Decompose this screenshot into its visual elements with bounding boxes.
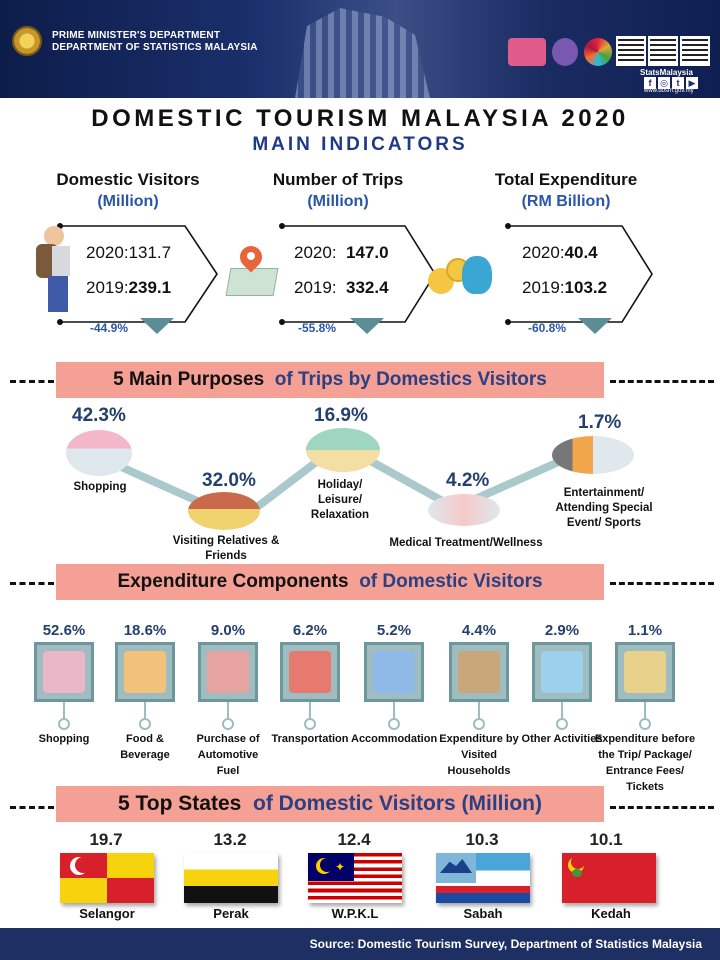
shopping-icon	[66, 430, 132, 476]
department-name	[52, 30, 258, 54]
dept-line-1: PRIME MINISTER'S DEPARTMENT	[52, 30, 221, 41]
twitter-icon[interactable]: t	[672, 77, 684, 89]
expenditure-pct: 9.0%	[210, 622, 246, 639]
divider-line	[610, 380, 714, 383]
shopping-bags-icon	[34, 642, 94, 702]
indicator-label-expenditure: Total Expenditure	[494, 170, 638, 189]
expenditure-label: Purchase of Automotive Fuel	[196, 733, 260, 777]
divider-line	[10, 582, 54, 585]
purpose-pct-entertainment: 1.7%	[578, 412, 622, 433]
state-name-kedah: Kedah	[591, 906, 631, 921]
state-value-kedah: 10.1	[589, 830, 623, 849]
expenditure-dot	[556, 718, 568, 730]
expenditure-2019: 2019:103.2	[522, 278, 608, 297]
fuel-pump-icon	[198, 642, 258, 702]
expenditure-pct: 6.2%	[292, 622, 328, 639]
kayak-icon	[532, 642, 592, 702]
header-banner	[0, 0, 720, 98]
purposes-banner	[56, 362, 604, 398]
down-arrow-icon	[578, 318, 612, 334]
trips-change: -55.8%	[298, 321, 337, 335]
state-value-wpkl: 12.4	[337, 830, 371, 849]
facebook-icon[interactable]: f	[644, 77, 656, 89]
source-note: Source: Domestic Tourism Survey, Department of Statistics Malaysia	[309, 937, 702, 951]
family-icon	[188, 492, 260, 530]
divider-line	[610, 582, 714, 585]
government-crest-logo	[12, 26, 42, 56]
expenditure-banner-rest: of Domestic Visitors	[359, 571, 543, 592]
visitors-change: -44.9%	[90, 321, 129, 335]
instagram-icon[interactable]: ◎	[658, 77, 670, 89]
food-icon	[115, 642, 175, 702]
frame-expenditure	[508, 226, 652, 322]
beach-icon	[306, 428, 380, 472]
purpose-label-relatives: Visiting Relatives & Friends	[172, 535, 280, 562]
expenditure-2020: 2020:40.4	[522, 243, 598, 262]
qr-code-icon-2[interactable]	[648, 36, 678, 66]
page-subtitle: MAIN INDICATORS	[252, 134, 468, 155]
page-title: DOMESTIC TOURISM MALAYSIA 2020	[91, 105, 629, 132]
sabah-flag	[436, 853, 530, 903]
divider-line	[10, 380, 54, 383]
trips-2019: 2019: 332.4	[294, 278, 389, 297]
purpose-label-shopping: Shopping	[73, 481, 127, 493]
hotel-icon	[364, 642, 424, 702]
expenditure-pct: 18.6%	[123, 622, 167, 639]
kedah-flag	[562, 853, 656, 903]
bus-icon	[280, 642, 340, 702]
money-bags-icon	[428, 248, 494, 300]
banci-logo	[508, 38, 546, 66]
expenditure-label: Expenditure by Visited Households	[439, 733, 519, 777]
map-pin-icon	[226, 246, 276, 296]
expenditure-dot	[639, 718, 651, 730]
expenditure-label: Shopping	[38, 733, 90, 745]
app-icon[interactable]	[680, 36, 710, 66]
trips-2020: 2020: 147.0	[294, 243, 389, 262]
expenditure-label: Transportation	[271, 733, 349, 745]
household-icon	[449, 642, 509, 702]
expenditure-dot	[388, 718, 400, 730]
indicator-label-trips: Number of Trips	[272, 170, 404, 189]
expenditure-pct: 52.6%	[42, 622, 86, 639]
state-name-wpkl: W.P.K.L	[331, 906, 379, 921]
campaign-logo	[552, 38, 578, 66]
purpose-pct-relatives: 32.0%	[202, 470, 256, 491]
selangor-flag	[60, 853, 154, 903]
state-name-sabah: Sabah	[463, 906, 503, 921]
indicator-unit-expenditure: (RM Billion)	[521, 193, 611, 210]
state-value-selangor: 19.7	[89, 830, 123, 849]
state-value-perak: 13.2	[213, 830, 247, 849]
purpose-pct-medical: 4.2%	[446, 470, 490, 491]
qr-code-icon[interactable]	[616, 36, 646, 66]
purpose-pct-holiday: 16.9%	[314, 405, 368, 426]
ticket-icon	[615, 642, 675, 702]
expenditure-label: Other Activities	[521, 733, 603, 745]
frame-visitors	[60, 226, 217, 322]
expenditure-dot	[139, 718, 151, 730]
expenditure-label: Expenditure before the Trip/ Package/ Entrance Fees/ Tickets	[594, 733, 696, 793]
indicator-unit-trips: (Million)	[307, 193, 369, 210]
visitors-2019: 2019:239.1	[86, 278, 172, 297]
purpose-label-entertainment: Entertainment/ Attending Special Event/ Sports	[555, 487, 653, 529]
expenditure-label: Food & Beverage	[120, 733, 170, 761]
state-name-perak: Perak	[213, 906, 249, 921]
purpose-label-holiday: Holiday/ Leisure/ Relaxation	[310, 479, 370, 521]
expenditure-dot	[473, 718, 485, 730]
frame-trips	[282, 226, 435, 322]
traveler-icon	[34, 226, 74, 318]
states-banner-rest: of Domestic Visitors (Million)	[253, 792, 542, 815]
perak-flag	[184, 853, 278, 903]
sports-icon	[552, 436, 634, 474]
purposes-banner-bold: 5 Main Purposes	[113, 369, 265, 390]
states-banner-bold: 5 Top States	[118, 792, 242, 815]
visitors-2020: 2020:131.7	[86, 243, 172, 262]
website-url[interactable]: www.dosm.gov.my	[644, 88, 694, 94]
stats-malaysia-brand: StatsMalaysia	[640, 68, 693, 77]
indicator-unit-visitors: (Million)	[97, 193, 159, 210]
down-arrow-icon	[350, 318, 384, 334]
expenditure-pct: 5.2%	[376, 622, 412, 639]
expenditure-banner-bold: Expenditure Components	[117, 571, 349, 592]
dept-line-2: DEPARTMENT OF STATISTICS MALAYSIA	[52, 42, 258, 53]
state-value-sabah: 10.3	[465, 830, 499, 849]
expenditure-dot	[222, 718, 234, 730]
purposes-banner-rest: of Trips by Domestics Visitors	[274, 369, 547, 390]
wpkl-flag: ✦	[308, 853, 402, 903]
youtube-icon[interactable]: ▶	[686, 77, 698, 89]
expenditure-pct: 4.4%	[461, 622, 497, 639]
medical-icon	[428, 494, 500, 526]
divider-line	[610, 806, 714, 809]
indicator-label-visitors: Domestic Visitors	[56, 170, 200, 189]
expenditure-pct: 2.9%	[544, 622, 580, 639]
purpose-pct-shopping: 42.3%	[72, 405, 126, 426]
purpose-label-medical: Medical Treatment/Wellness	[389, 537, 543, 549]
expenditure-label: Accommodation	[351, 733, 438, 745]
down-arrow-icon	[140, 318, 174, 334]
expenditure-change: -60.8%	[528, 321, 567, 335]
building-illustration	[280, 8, 430, 98]
footer	[0, 928, 720, 960]
states-banner	[56, 786, 604, 822]
expenditure-pct: 1.1%	[627, 622, 663, 639]
expenditure-banner	[56, 564, 604, 600]
expenditure-dot	[304, 718, 316, 730]
sdg-wheel-logo	[584, 38, 612, 66]
divider-line	[10, 806, 54, 809]
expenditure-dot	[58, 718, 70, 730]
state-name-selangor: Selangor	[79, 906, 135, 921]
